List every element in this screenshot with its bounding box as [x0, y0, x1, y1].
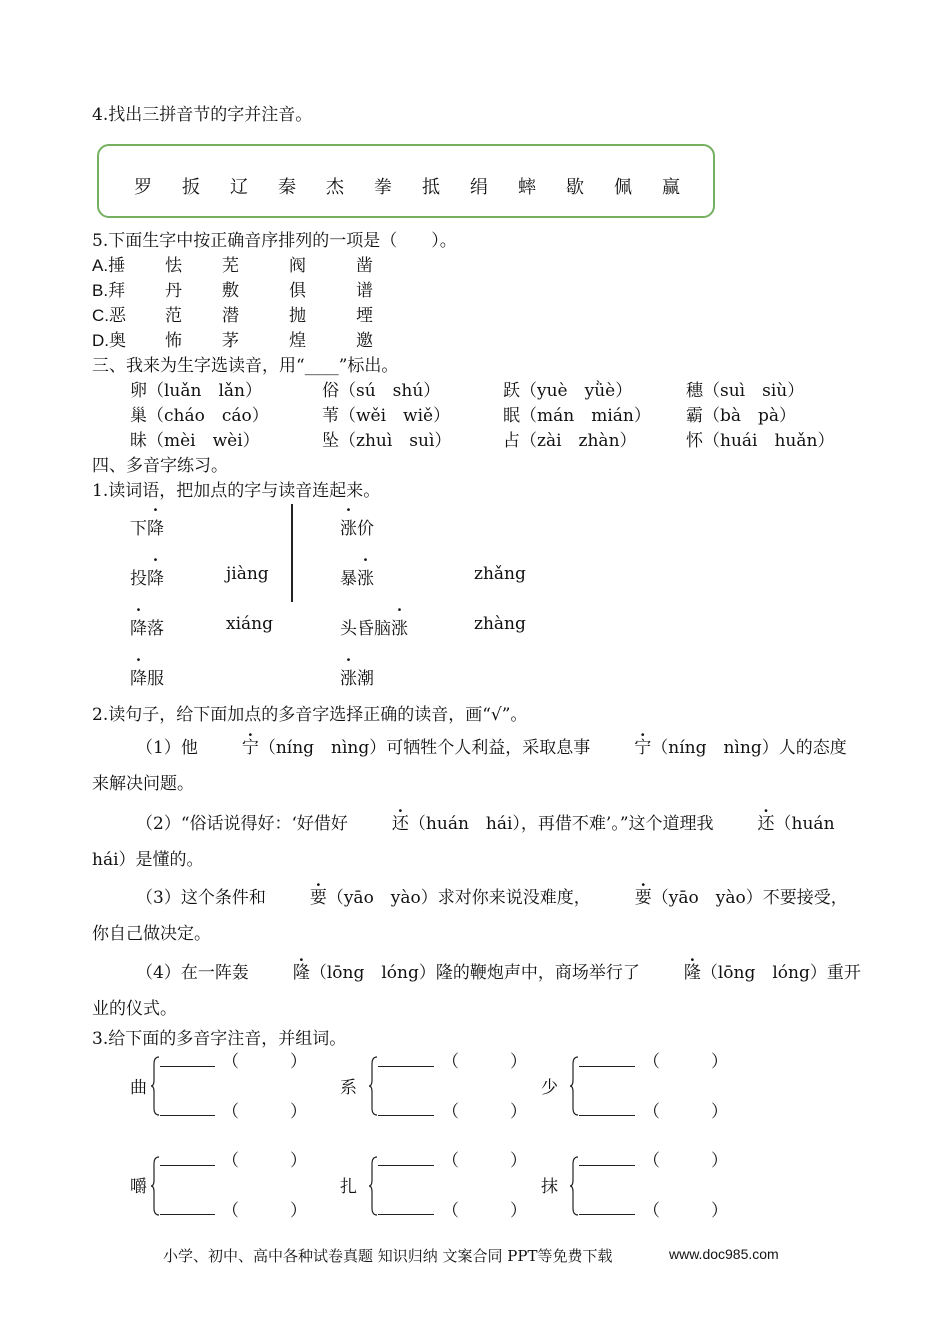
word-touhunnaozhang: 头昏脑涨: [340, 619, 408, 639]
pinyin-paren[interactable]: （ ）: [442, 1102, 527, 1122]
q5-option-b: B.拜: [92, 281, 126, 301]
q2-sentence-4: （4）在一阵轰 隆（lōng lóng）隆的鞭炮声中，商场举行了 隆（lōng lóng）重开业的仪式。: [92, 963, 861, 1019]
s3-item: 昧（mèi wèi）: [130, 431, 260, 451]
s3-item: 俗（sú shú）: [322, 381, 441, 401]
brace-icon: [150, 1056, 160, 1116]
word-zhangjia: 涨价: [340, 519, 374, 539]
q3-char: 曲: [130, 1078, 147, 1098]
s3-item: 占（zài zhàn）: [503, 431, 637, 451]
pinyin-paren[interactable]: （ ）: [222, 1151, 307, 1171]
q3-char: 抹: [541, 1177, 558, 1197]
pinyin-paren[interactable]: （ ）: [442, 1201, 527, 1221]
answer-blank[interactable]: [579, 1115, 635, 1116]
pinyin-xiang: xiáng: [226, 614, 273, 634]
answer-blank[interactable]: [579, 1165, 635, 1166]
s4-q2-title: 2.读句子，给下面加点的多音字选择正确的读音，画“√”。: [92, 705, 528, 725]
s3-item: 卵（luǎn lǎn）: [130, 381, 262, 401]
pinyin-paren[interactable]: （ ）: [643, 1151, 728, 1171]
q4-char: 秦: [278, 177, 296, 198]
q4-char: 赢: [662, 177, 680, 198]
pinyin-paren[interactable]: （ ）: [643, 1102, 728, 1122]
q5-char: 俱: [289, 281, 306, 301]
q5-option-a: A.捶: [92, 256, 126, 276]
q4-char: 罗: [134, 177, 152, 198]
q4-char: 佩: [614, 177, 632, 198]
answer-blank[interactable]: [378, 1165, 434, 1166]
pinyin-paren[interactable]: （ ）: [222, 1102, 307, 1122]
word-jiangluo: 降落: [130, 619, 164, 639]
word-baozhang: 暴涨: [340, 569, 374, 589]
s3-item: 跃（yuè yǜè）: [503, 381, 633, 401]
s3-item: 怀（huái huǎn）: [686, 431, 835, 451]
q3-char: 嚼: [130, 1177, 147, 1197]
word-xiajiang: 下降: [130, 519, 164, 539]
answer-blank[interactable]: [160, 1115, 215, 1116]
word-zhangchao: 涨潮: [340, 669, 374, 689]
q5-char: 煌: [289, 331, 306, 351]
pinyin-paren[interactable]: （ ）: [222, 1201, 307, 1221]
word-toujiang: 投降: [130, 569, 164, 589]
brace-icon: [569, 1056, 579, 1116]
answer-blank[interactable]: [579, 1214, 635, 1215]
q3-char: 少: [541, 1078, 558, 1098]
pinyin-paren[interactable]: （ ）: [643, 1201, 728, 1221]
q5-char: 芜: [222, 256, 239, 276]
s3-item: 巢（cháo cáo）: [130, 406, 269, 426]
s3-item: 苇（wěi wiě）: [322, 406, 451, 426]
q5-char: 茅: [222, 331, 239, 351]
q4-char: 蟀: [518, 177, 536, 198]
s3-item: 眠（mán mián）: [503, 406, 651, 426]
s4-q1-title: 1.读词语，把加点的字与读音连起来。: [92, 481, 381, 501]
pinyin-zhang4: zhàng: [474, 614, 526, 634]
word-jiangfu: 降服: [130, 669, 164, 689]
q5-char: 丹: [165, 281, 182, 301]
q5-char: 凿: [356, 256, 373, 276]
q5-option-c: C.恶: [92, 306, 126, 326]
q2-sentence-1: （1）他 宁（níng nìng）可牺牲个人利益，采取息事 宁（níng nìng）人的态度来解决问题。: [92, 738, 847, 794]
q4-char: 绢: [470, 177, 488, 198]
brace-icon: [368, 1056, 378, 1116]
q2-sentence-2: （2）“俗话说得好：‘好借好 还（huán hái），再借不难’。”这个道理我 还（huán hái）是懂的。: [92, 814, 835, 870]
q4-char: 拳: [374, 177, 392, 198]
brace-icon: [150, 1156, 160, 1216]
pinyin-jiang: jiàng: [226, 564, 269, 584]
s3-item: 坠（zhuì suì）: [322, 431, 452, 451]
q5-char: 怖: [165, 331, 182, 351]
q5-char: 敷: [222, 281, 239, 301]
pinyin-zhang3: zhǎng: [474, 564, 526, 584]
s3-item: 霸（bà pà）: [686, 406, 797, 426]
q4-char-box: [97, 144, 715, 218]
q3-char: 扎: [340, 1177, 357, 1197]
answer-blank[interactable]: [160, 1066, 215, 1067]
pinyin-paren[interactable]: （ ）: [222, 1052, 307, 1072]
q5-char: 怯: [165, 256, 182, 276]
q5-char: 抛: [289, 306, 306, 326]
s3-title: 三、我来为生字选读音，用“____”标出。: [92, 356, 399, 376]
answer-blank[interactable]: [160, 1214, 215, 1215]
s4-title: 四、多音字练习。: [92, 456, 228, 476]
q5-char: 潜: [222, 306, 239, 326]
answer-blank[interactable]: [378, 1115, 434, 1116]
q5-char: 堙: [356, 306, 373, 326]
footer-text: 小学、初中、高中各种试卷真题 知识归纳 文案合同 PPT等免费下载: [163, 1247, 613, 1265]
answer-blank[interactable]: [160, 1165, 215, 1166]
q4-char: 杰: [326, 177, 344, 198]
answer-blank[interactable]: [579, 1066, 635, 1067]
footer-url[interactable]: www.doc985.com: [669, 1246, 779, 1262]
q4-char: 抵: [422, 177, 440, 198]
q5-char: 邀: [356, 331, 373, 351]
pinyin-paren[interactable]: （ ）: [442, 1052, 527, 1072]
pinyin-paren[interactable]: （ ）: [442, 1151, 527, 1171]
q4-title: 4.找出三拼音节的字并注音。: [92, 105, 313, 125]
q5-option-d: D.奥: [92, 331, 126, 351]
answer-blank[interactable]: [378, 1066, 434, 1067]
q4-char: 歇: [566, 177, 584, 198]
q5-title: 5.下面生字中按正确音序排列的一项是（ ）。: [92, 231, 457, 251]
brace-icon: [569, 1156, 579, 1216]
q5-char: 阀: [289, 256, 306, 276]
s4-q3-title: 3.给下面的多音字注音，并组词。: [92, 1029, 347, 1049]
brace-icon: [368, 1156, 378, 1216]
s3-item: 穗（suì siù）: [686, 381, 805, 401]
q4-char: 扳: [182, 177, 200, 198]
pinyin-paren[interactable]: （ ）: [643, 1052, 728, 1072]
q3-char: 系: [340, 1078, 357, 1098]
q5-char: 谱: [356, 281, 373, 301]
divider-line: [291, 504, 293, 602]
q2-sentence-3: （3）这个条件和 要（yāo yào）求对你来说没难度， 要（yāo yào）不要接受，你自己做决定。: [92, 888, 848, 944]
answer-blank[interactable]: [378, 1214, 434, 1215]
q5-char: 范: [165, 306, 182, 326]
q4-char: 辽: [230, 177, 248, 198]
